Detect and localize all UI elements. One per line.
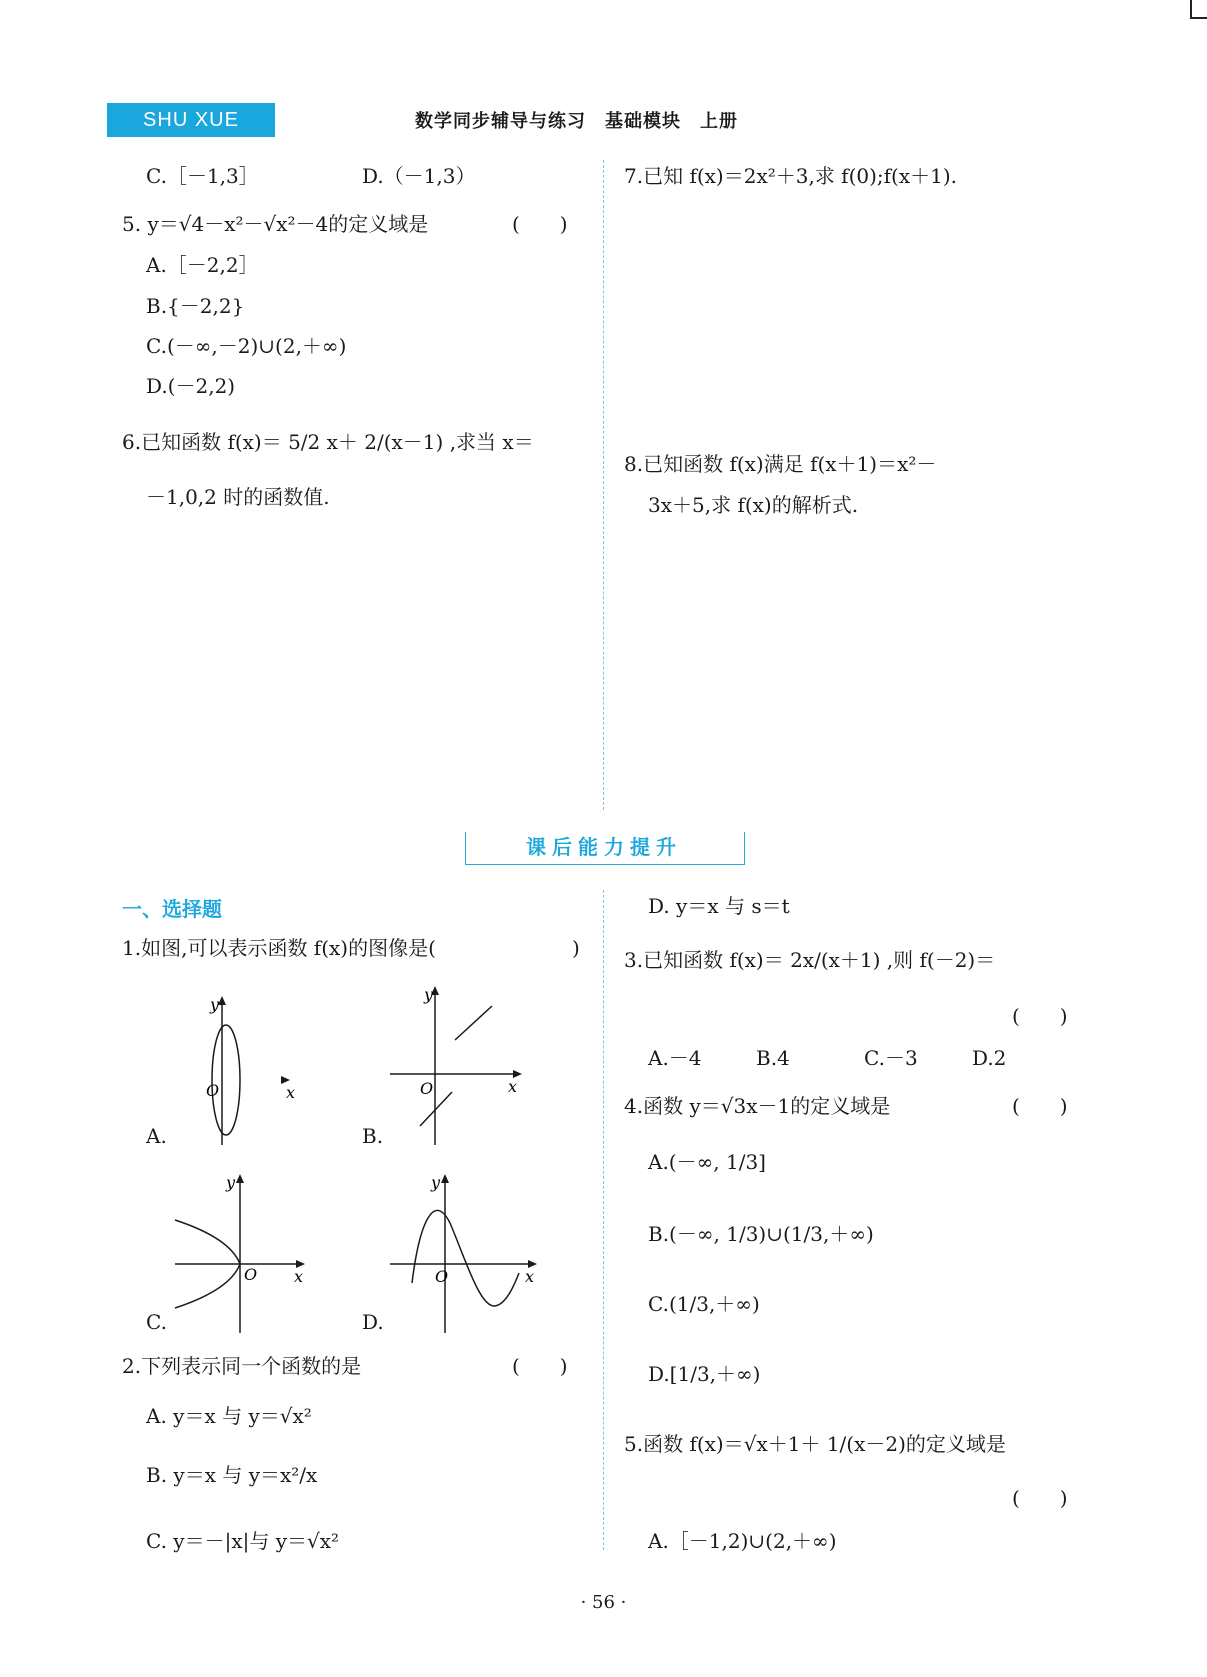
q7-stem: 7.已知 f(x)＝2x²＋3,求 f(0);f(x＋1). xyxy=(624,164,958,188)
graph-d xyxy=(385,1168,545,1342)
graph-c-origin: O xyxy=(244,1265,258,1284)
q4-option-b: B.(－∞, 1/3)∪(1/3,＋∞) xyxy=(648,1222,874,1246)
q4-paren: ( ) xyxy=(1012,1094,1068,1118)
page-number: · 56 · xyxy=(580,1592,627,1613)
q8-line2: 3x＋5,求 f(x)的解析式. xyxy=(648,493,859,517)
q3-option-c: C.－3 xyxy=(864,1046,918,1070)
subject-badge: SHU XUE xyxy=(107,103,275,137)
graph-b-label: B. xyxy=(362,1124,384,1148)
graph-d-x-label: x xyxy=(525,1267,535,1286)
graph-b-x-label: x xyxy=(508,1077,518,1096)
corner-mark xyxy=(1190,0,1207,19)
q3-paren: ( ) xyxy=(1012,1004,1068,1028)
graph-d-origin: O xyxy=(435,1267,449,1286)
q3-stem: 3.已知函数 f(x)＝ 2x/(x＋1) ,则 f(－2)＝ xyxy=(624,948,996,972)
graph-d-label: D. xyxy=(362,1310,384,1334)
q4-option-a: A.(－∞, 1/3] xyxy=(648,1150,766,1174)
part-title: 一、选择题 xyxy=(122,897,222,921)
q3-option-d: D.2 xyxy=(972,1046,1007,1070)
graph-b-origin: O xyxy=(420,1079,434,1098)
q5-option-b: B.{－2,2} xyxy=(146,294,245,318)
q5-stem: 5. y＝√4－x²－√x²－4的定义域是 xyxy=(122,212,429,236)
q2-option-b: B. y＝x 与 y＝x²/x xyxy=(146,1463,318,1487)
q5-paren-right: ( ) xyxy=(1012,1486,1068,1510)
q4-option-d: D.（－1,3） xyxy=(362,164,476,188)
graph-a-y-label: y xyxy=(210,995,220,1014)
q5-option-a: A.［－2,2］ xyxy=(146,253,259,277)
q6-line2: －1,0,2 时的函数值. xyxy=(146,485,330,509)
q6-line1: 6.已知函数 f(x)＝ 5/2 x＋ 2/(x－1) ,求当 x＝ xyxy=(122,430,534,454)
graph-c-x-label: x xyxy=(294,1267,304,1286)
q5-answer-paren: ( ) xyxy=(512,212,568,236)
graph-c-label: C. xyxy=(146,1310,167,1334)
q4-stem: 4.函数 y＝√3x－1的定义域是 xyxy=(624,1094,891,1118)
column-divider-bottom xyxy=(603,890,604,1550)
q2-option-a: A. y＝x 与 y＝√x² xyxy=(146,1404,312,1428)
graph-a xyxy=(140,990,320,1154)
q2-stem: 2.下列表示同一个函数的是 xyxy=(122,1354,362,1378)
section-title: 课后能力提升 xyxy=(526,835,682,859)
q8-line1: 8.已知函数 f(x)满足 f(x＋1)＝x²－ xyxy=(624,452,937,476)
q3-option-b: B.4 xyxy=(756,1046,790,1070)
graph-a-x-label: x xyxy=(286,1083,296,1102)
q5-option-c: C.(－∞,－2)∪(2,＋∞) xyxy=(146,334,347,358)
q2-option-c: C. y＝－|x|与 y＝√x² xyxy=(146,1529,340,1553)
column-divider-top xyxy=(603,160,604,810)
graph-a-origin: O xyxy=(206,1081,220,1100)
q5-option-d: D.(－2,2) xyxy=(146,374,236,398)
q1-paren: ) xyxy=(572,936,580,960)
graph-c xyxy=(160,1168,310,1342)
graph-c-y-label: y xyxy=(226,1173,236,1192)
q4-option-c: C.(1/3,＋∞) xyxy=(648,1292,760,1316)
q1-stem: 1.如图,可以表示函数 f(x)的图像是( xyxy=(122,936,436,960)
graph-b-y-label: y xyxy=(424,985,434,1004)
q2-paren: ( ) xyxy=(512,1354,568,1378)
q4-option-d: D.[1/3,＋∞) xyxy=(648,1362,761,1386)
book-title: 数学同步辅导与练习 基础模块 上册 xyxy=(415,111,738,132)
q5-stem-right: 5.函数 f(x)＝√x＋1＋ 1/(x－2)的定义域是 xyxy=(624,1432,1006,1456)
q4-option-c: C.［－1,3］ xyxy=(146,164,259,188)
q3-option-a: A.－4 xyxy=(648,1046,702,1070)
graph-d-y-label: y xyxy=(431,1173,441,1192)
graph-b xyxy=(380,980,530,1154)
q2-option-d: D. y＝x 与 s＝t xyxy=(648,894,790,918)
graph-a-label: A. xyxy=(146,1124,167,1148)
q5-option-a-right: A.［－1,2)∪(2,＋∞) xyxy=(648,1529,837,1553)
